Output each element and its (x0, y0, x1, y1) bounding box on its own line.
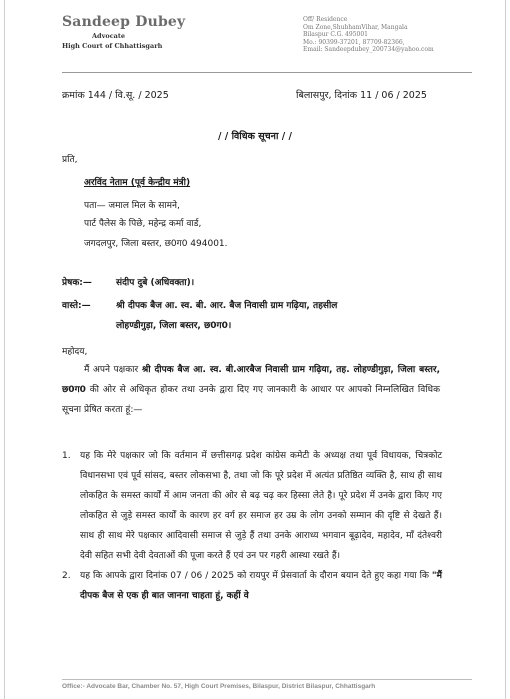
point-text: यह कि आपके द्वारा दिनांक 07 / 06 / 2025 को रायपुर में प्रेसवार्ता के दौरान बयान देते हुए कहा गया कि (80, 571, 432, 581)
recipient-address-line-1: पता— जमाल मिल के सामने, (84, 201, 180, 211)
for-value-line-1: श्री दीपक बैज आ. स्व. बी. आर. बैज निवासी ग्राम गढ़िया, तहसील (116, 301, 338, 311)
salutation: महोदय, (62, 347, 88, 357)
intro-part-2: की ओर से अधिकृत होकर तथा उनके द्वारा दिए गए जानकारी के आधार पर आपको निम्नलिखित विधिक सूचना प्रेषित करता हूं:— (62, 385, 440, 415)
for-label: वास्ते:— (62, 301, 91, 311)
point-number: 1. (62, 451, 71, 461)
recipient-name: अरविंद नेताम (पूर्व केन्द्रीय मंत्री) (84, 178, 191, 188)
notice-subject: / / विधिक सूचना / / (218, 131, 292, 142)
for-value-line-2: लोहण्डीगुड़ा, जिला बस्तर, छ0ग0। (116, 321, 232, 331)
point-number: 2. (62, 571, 71, 581)
sender-value: संदीप दुबे (अधिवक्ता)। (116, 278, 195, 288)
point-quote: "मैं दीपक बैज से एक ही बात जानना चाहता हूं, कहीं वे (80, 571, 442, 601)
address-line-1: Om Zone,ShubhamVihar, Mangala (303, 23, 408, 31)
sender-label: प्रेषक:— (62, 278, 92, 288)
mobile-numbers: Mo.: 90399-37201, 87709-82366, (303, 38, 405, 46)
reference-number: क्रमांक 144 / वि.सू. / 2025 (62, 90, 169, 101)
recipient-address-line-3: जगदलपुर, जिला बस्तर, छ0ग0 494001. (84, 239, 228, 249)
residence-label: Off/ Residence (303, 16, 348, 23)
intro-client: श्री दीपक बैज आ. स्व. बी.आरबैज निवासी ग्राम गढ़िया, तह. लोहण्डीगुड़ा, जिला बस्तर, छ0ग0 (62, 365, 441, 395)
address-line-2: Bilaspur C.G. 495001 (303, 31, 368, 39)
point-1 (62, 446, 442, 566)
intro-paragraph (62, 360, 440, 420)
to-label: प्रति, (62, 155, 78, 165)
office-footer: Office:- Advocate Bar, Chamber No. 57, High Court Premises, Bilaspur, District Bilaspur, Chhattisgarh (62, 683, 376, 690)
notice-points (62, 446, 442, 606)
footer-divider (62, 679, 472, 680)
intro-part-1: मैं अपने पक्षकार (84, 365, 142, 375)
advocate-name: Sandeep Dubey (62, 14, 186, 30)
point-2 (62, 566, 442, 606)
letterhead-divider (62, 72, 472, 73)
email-address: Email: Sandeepdubey_200734@yahoo.com (303, 46, 434, 54)
page-border-right (505, 0, 506, 699)
place-date: बिलासपुर, दिनांक 11 / 06 / 2025 (296, 90, 427, 101)
advocate-court: High Court of Chhattisgarh (62, 42, 163, 50)
advocate-title: Advocate (92, 32, 126, 40)
recipient-address-line-2: पार्ट पैलेस के पिछे, महेन्द्र कर्मा वार्ड, (84, 219, 202, 229)
letterhead-left (62, 14, 185, 50)
letterhead-right (303, 16, 483, 54)
point-text: यह कि मेरे पक्षकार जो कि वर्तमान में छत्तीसगढ़ प्रदेश कांग्रेस कमेटी के अध्यक्ष तथा पूर्व विधायक, चित्रकोट विधानसभा एवं पूर्व सांसद, बस्तर लोकसभा है, तथा जो कि पूरे प्रदेश में अत्यंत प्रतिष्ठित व्यक्ति है, साथ ही साथ लोकहित के समस्त कार्यों में आम जनता की ओर से बढ़ चढ़ कर हिस्सा लेते है। पूरे प्रदेश में उनके द्वारा किए गए लोकहित से जुड़े समस्त कार्यों के कारण हर वर्ग हर समाज हर उम्र के लोग उनको सम्मान की दृष्टि से देखते हैं। साथ ही साथ मेरे पक्षकार आदिवासी समाज से जुड़े हैं तथा उनके आराध्य भगवान बूढ़ादेव, महादेव, माँ दंतेश्वरी देवी सहित सभी देवी देवताओं की पूजा करते हैं एवं उन पर गहरी आस्था रखते हैं। (80, 451, 442, 561)
page-border-left (4, 0, 5, 699)
